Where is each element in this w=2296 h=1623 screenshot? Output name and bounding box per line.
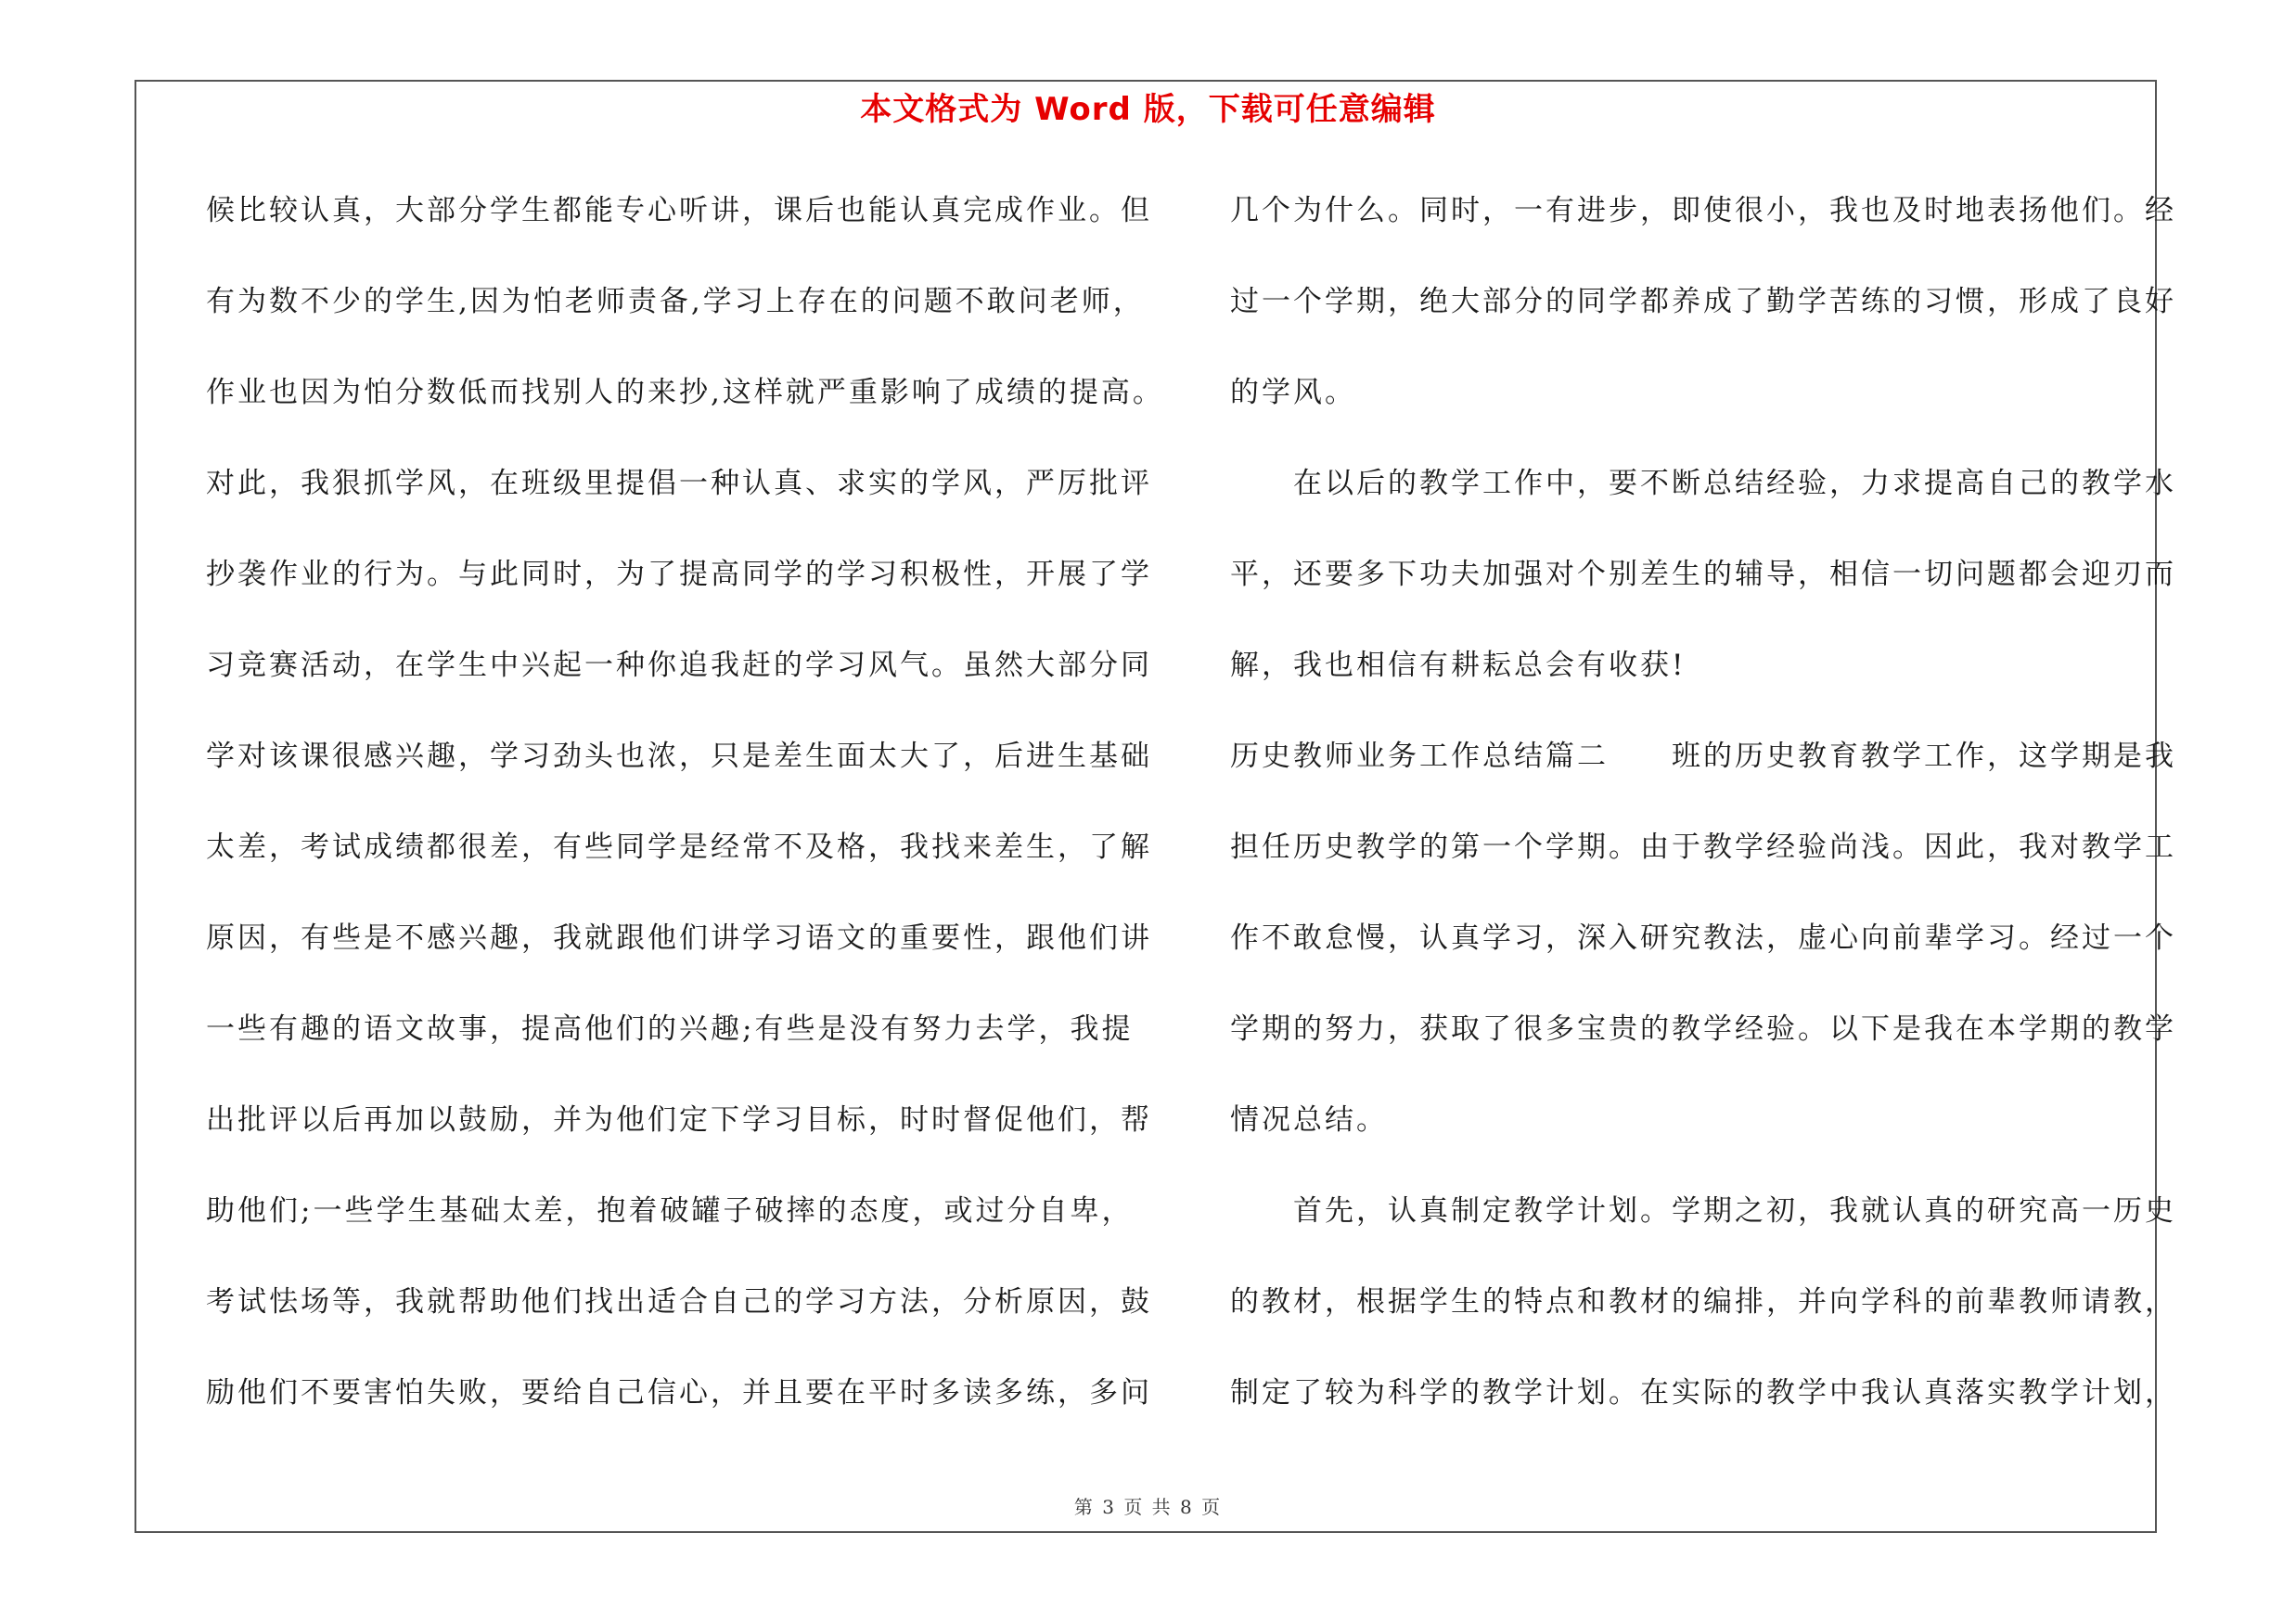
text-line: 太差，考试成绩都很差，有些同学是经常不及格，我找来差生，了解 bbox=[206, 831, 1152, 864]
format-notice-banner: 本文格式为 Word 版，下载可任意编辑 bbox=[860, 91, 1436, 128]
text-line: 作业也因为怕分数低而找别人的来抄,这样就严重影响了成绩的提高。 bbox=[206, 376, 1164, 409]
text-line: 助他们;一些学生基础太差，抱着破罐子破摔的态度，或过分自卑， bbox=[206, 1194, 1134, 1228]
text-line: 几个为什么。同时，一有进步，即使很小，我也及时地表扬他们。经 bbox=[1230, 194, 2176, 227]
text-line: 情况总结。 bbox=[1230, 1103, 1388, 1137]
text-line: 有为数不少的学生,因为怕老师责备,学习上存在的问题不敢问老师， bbox=[206, 285, 1145, 318]
text-line: 的学风。 bbox=[1230, 376, 1356, 409]
page-number-footer: 第 3 页 共 8 页 bbox=[1073, 1496, 1223, 1518]
text-line: 在以后的教学工作中，要不断总结经验，力求提高自己的教学水 bbox=[1293, 467, 2176, 500]
text-line: 学对该课很感兴趣，学习劲头也浓，只是差生面太大了，后进生基础 bbox=[206, 740, 1152, 773]
text-line: 制定了较为科学的教学计划。在实际的教学中我认真落实教学计划， bbox=[1230, 1376, 2176, 1410]
text-line: 过一个学期，绝大部分的同学都养成了勤学苦练的习惯，形成了良好 bbox=[1230, 285, 2176, 318]
text-line: 对此，我狠抓学风，在班级里提倡一种认真、求实的学风，严厉批评 bbox=[206, 467, 1152, 500]
text-line: 习竞赛活动，在学生中兴起一种你追我赶的学习风气。虽然大部分同 bbox=[206, 649, 1152, 682]
text-line: 历史教师业务工作总结篇二 班的历史教育教学工作，这学期是我 bbox=[1230, 740, 2176, 773]
text-line: 考试怯场等，我就帮助他们找出适合自己的学习方法，分析原因，鼓 bbox=[206, 1285, 1152, 1319]
text-line: 解，我也相信有耕耘总会有收获! bbox=[1230, 649, 1687, 682]
text-line: 励他们不要害怕失败，要给自己信心，并且要在平时多读多练，多问 bbox=[206, 1376, 1152, 1410]
right-text-column bbox=[1230, 183, 2176, 1456]
text-line: 担任历史教学的第一个学期。由于教学经验尚浅。因此，我对教学工 bbox=[1230, 831, 2176, 864]
text-line: 作不敢怠慢，认真学习，深入研究教法，虚心向前辈学习。经过一个 bbox=[1230, 921, 2176, 955]
left-text-column bbox=[206, 183, 1164, 1456]
text-line: 首先，认真制定教学计划。学期之初，我就认真的研究高一历史 bbox=[1293, 1194, 2176, 1228]
text-line: 抄袭作业的行为。与此同时，为了提高同学的学习积极性，开展了学 bbox=[206, 558, 1152, 591]
text-line: 平，还要多下功夫加强对个别差生的辅导，相信一切问题都会迎刃而 bbox=[1230, 558, 2176, 591]
text-line: 学期的努力，获取了很多宝贵的教学经验。以下是我在本学期的教学 bbox=[1230, 1012, 2176, 1046]
text-line: 原因，有些是不感兴趣，我就跟他们讲学习语文的重要性，跟他们讲 bbox=[206, 921, 1152, 955]
text-line: 出批评以后再加以鼓励，并为他们定下学习目标，时时督促他们，帮 bbox=[206, 1103, 1152, 1137]
text-line: 一些有趣的语文故事，提高他们的兴趣;有些是没有努力去学，我提 bbox=[206, 1012, 1134, 1046]
text-line: 候比较认真，大部分学生都能专心听讲，课后也能认真完成作业。但 bbox=[206, 194, 1152, 227]
text-line: 的教材，根据学生的特点和教材的编排，并向学科的前辈教师请教， bbox=[1230, 1285, 2176, 1319]
